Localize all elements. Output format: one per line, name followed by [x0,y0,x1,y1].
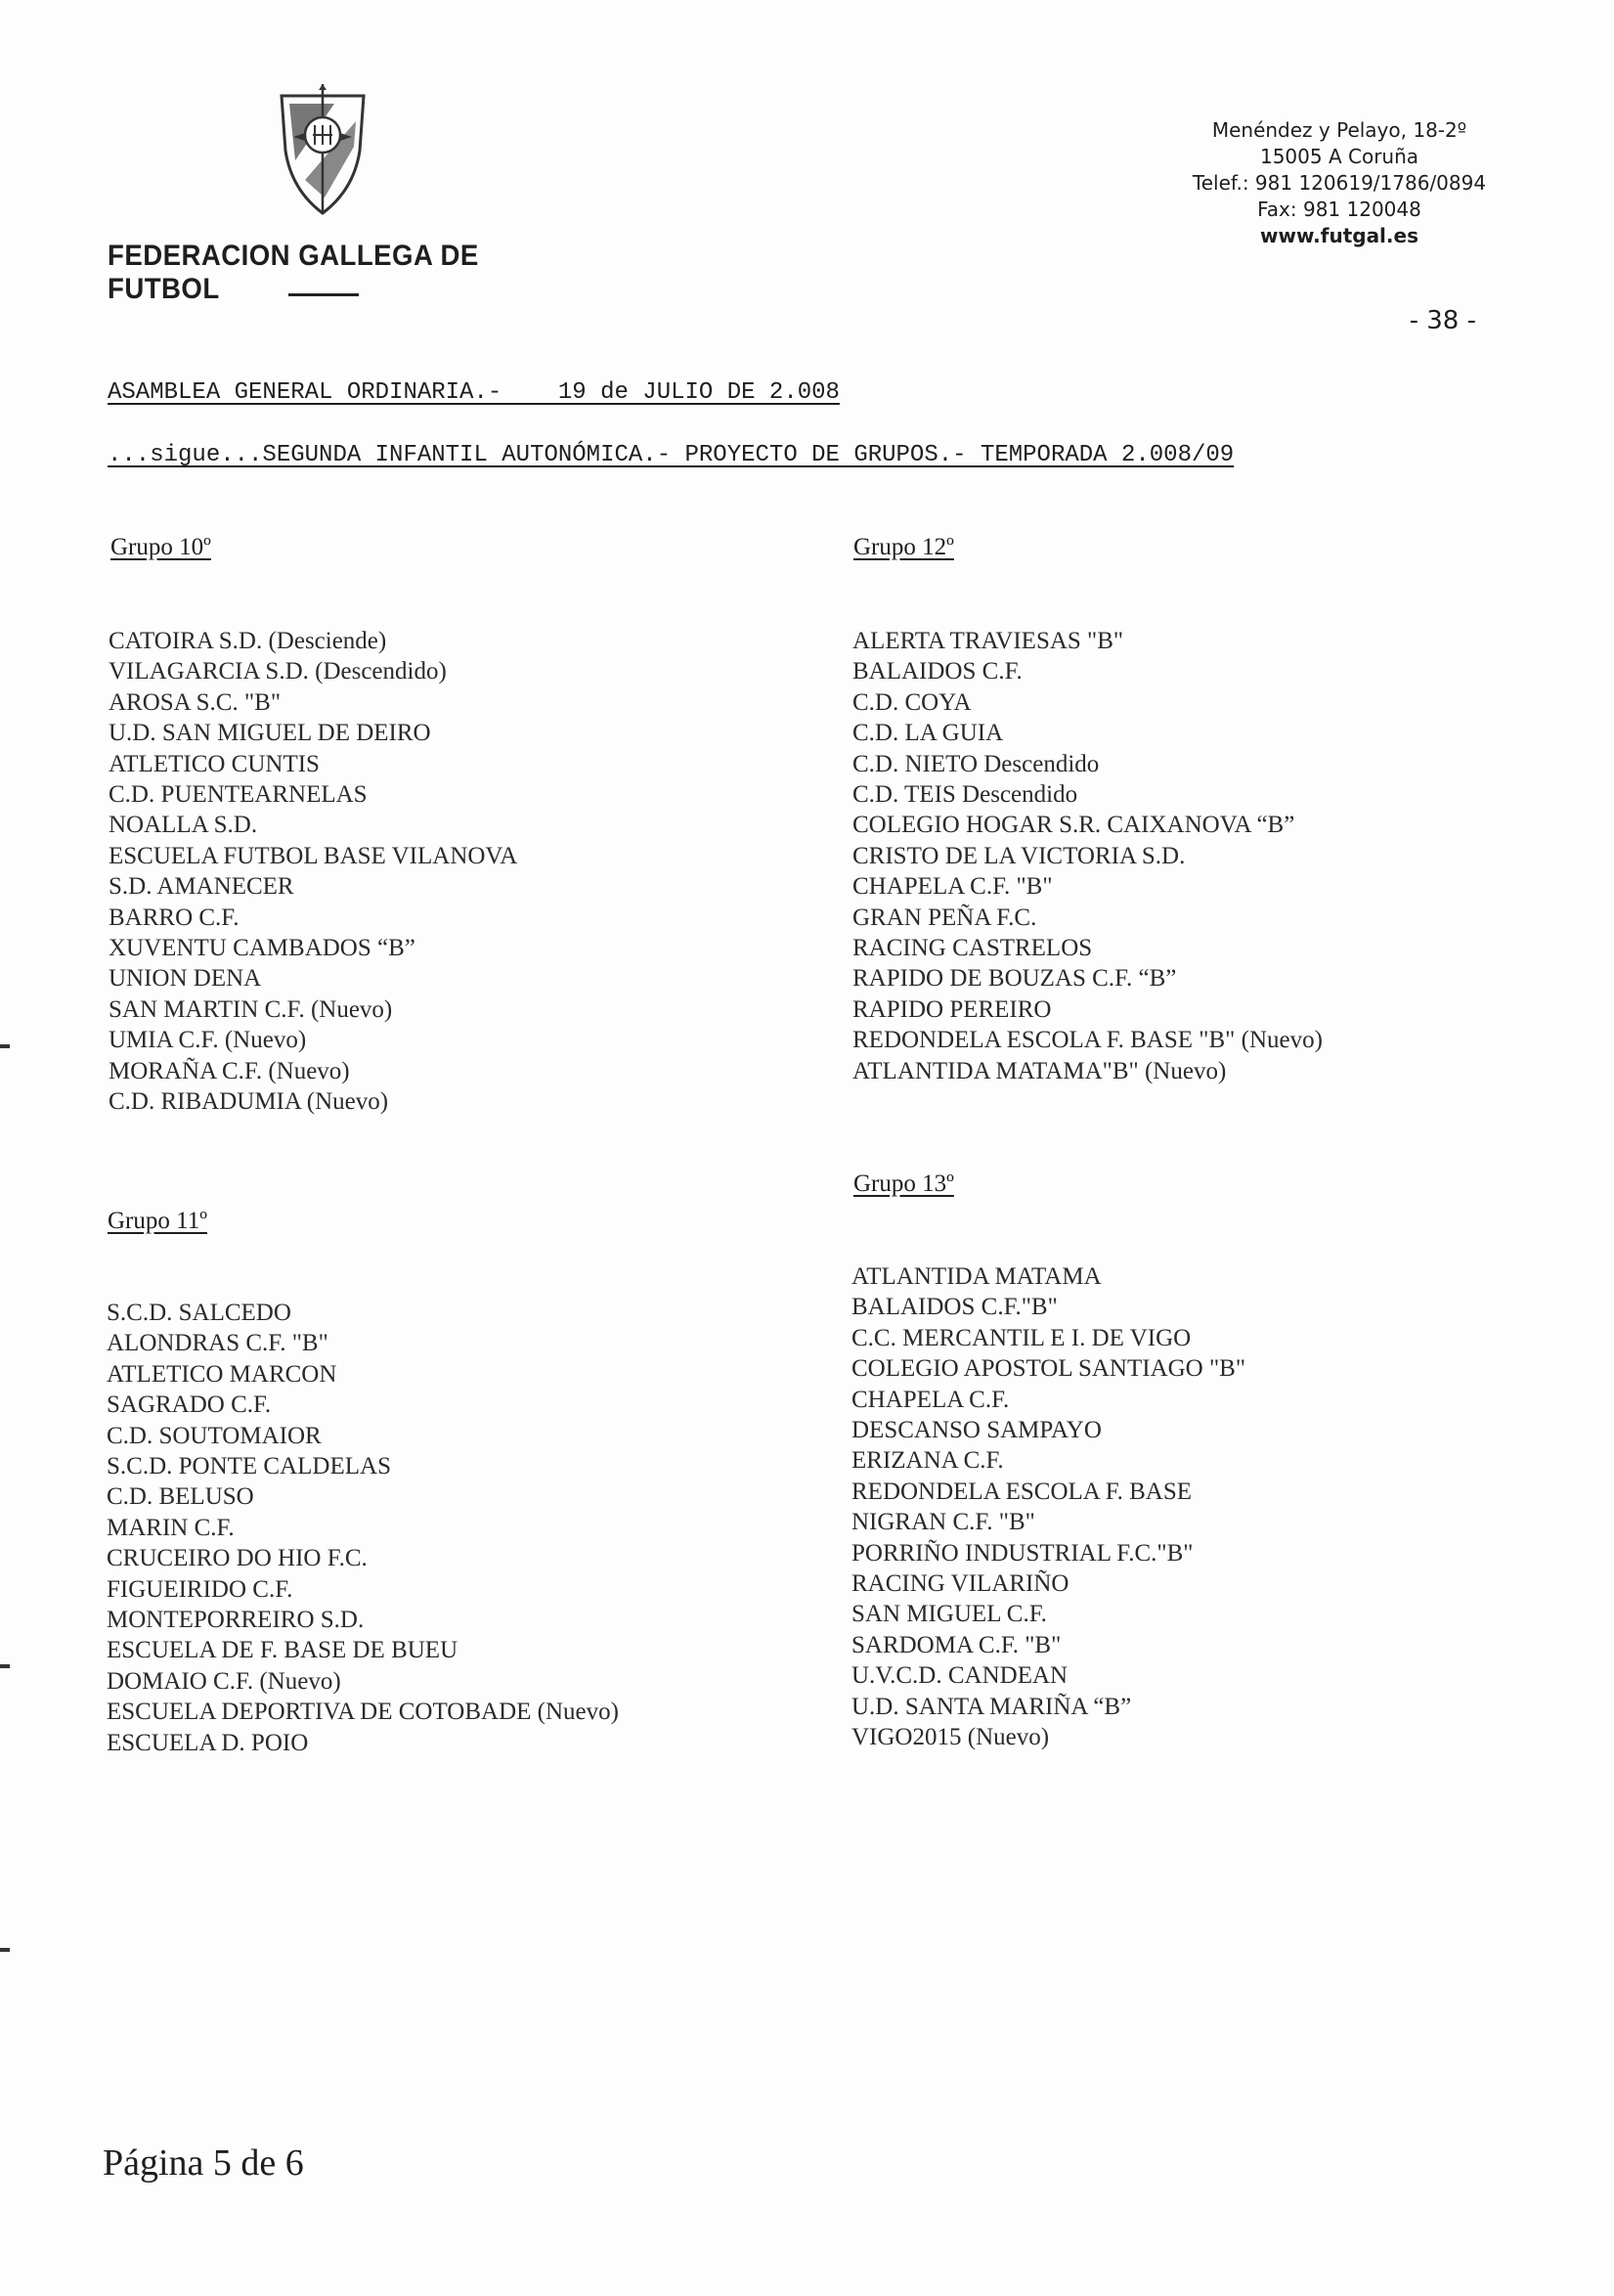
list-item: DOMAIO C.F. (Nuevo) [107,1667,341,1695]
list-item: ESCUELA D. POIO [107,1729,309,1756]
list-item: ESCUELA DE F. BASE DE BUEU [107,1637,458,1664]
list-item: ESCUELA DEPORTIVA DE COTOBADE (Nuevo) [107,1699,619,1726]
list-item: COLEGIO APOSTOL SANTIAGO "B" [851,1355,1246,1383]
list-item: S.C.D. PONTE CALDELAS [107,1453,391,1480]
list-item: ATLETICO CUNTIS [109,750,320,777]
address-street: Menéndez y Pelayo, 18-2º [1211,118,1467,142]
list-item: DESCANSO SAMPAYO [851,1417,1102,1444]
list-item: ERIZANA C.F. [851,1447,1004,1475]
group-10-title: Grupo 10º [110,534,211,560]
list-item: BARRO C.F. [109,904,240,931]
list-item: MONTEPORREIRO S.D. [107,1607,365,1634]
list-item: ATLETICO MARCON [107,1360,337,1388]
list-item: CHAPELA C.F. [851,1386,1010,1413]
list-item: NOALLA S.D. [109,812,258,839]
list-item: CHAPELA C.F. "B" [852,873,1053,901]
website-link[interactable]: www.futgal.es [1260,224,1418,247]
group-12-title: Grupo 12º [853,534,954,560]
list-item: ALERTA TRAVIESAS "B" [852,628,1124,654]
list-item: MORAÑA C.F. (Nuevo) [109,1057,350,1084]
address-block [1173,117,1505,249]
list-item: MARIN C.F. [107,1514,235,1541]
list-item: NIGRAN C.F. "B" [851,1509,1035,1536]
list-item: VILAGARCIA S.D. (Descendido) [109,658,447,685]
scan-edge-mark [0,1948,10,1952]
org-name-rule [288,293,359,296]
list-item: C.D. PUENTEARNELAS [109,781,368,809]
assembly-heading: ASAMBLEA GENERAL ORDINARIA.- 19 de JULIO DE 2.008 [108,379,840,406]
address-city: 15005 A Coruña [1259,145,1419,168]
scan-edge-mark [0,1044,10,1048]
group-13-title: Grupo 13º [853,1170,954,1197]
list-item: COLEGIO HOGAR S.R. CAIXANOVA “B” [852,812,1295,839]
list-item: REDONDELA ESCOLA F. BASE "B" (Nuevo) [852,1027,1323,1054]
list-item: ATLANTIDA MATAMA"B" (Nuevo) [852,1057,1227,1084]
group-10-team-list [109,626,517,1118]
section-subtitle: ...sigue...SEGUNDA INFANTIL AUTONÓMICA.- PROYECTO DE GRUPOS.- TEMPORADA 2.008/09 [108,442,1235,468]
list-item: BALAIDOS C.F. [852,658,1023,685]
list-item: GRAN PEÑA F.C. [852,904,1037,931]
list-item: SAGRADO C.F. [107,1391,272,1419]
list-item: S.C.D. SALCEDO [107,1300,291,1326]
list-item: VIGO2015 (Nuevo) [851,1724,1050,1751]
group-13-team-list [851,1261,1245,1753]
list-item: FIGUEIRIDO C.F. [107,1575,293,1603]
list-item: XUVENTU CAMBADOS “B” [109,935,415,962]
group-11-team-list [107,1298,619,1758]
list-item: PORRIÑO INDUSTRIAL F.C."B" [851,1539,1194,1567]
group-11-title: Grupo 11º [108,1208,207,1234]
page-number: - 38 - [1409,306,1476,335]
organization-name: FEDERACION GALLEGA DE FUTBOL [108,240,479,305]
page-footer: Página 5 de 6 [103,2142,304,2184]
list-item: C.D. LA GUIA [852,720,1004,747]
list-item: RACING VILARIÑO [851,1570,1069,1598]
list-item: RAPIDO PEREIRO [852,995,1052,1023]
list-item: UNION DENA [109,965,262,993]
list-item: ESCUELA FUTBOL BASE VILANOVA [109,842,518,869]
list-item: BALAIDOS C.F."B" [851,1294,1058,1321]
list-item: CRISTO DE LA VICTORIA S.D. [852,842,1186,869]
list-item: C.D. BELUSO [107,1483,254,1511]
list-item: AROSA S.C. "B" [109,688,282,716]
list-item: SAN MIGUEL C.F. [851,1601,1047,1628]
list-item: CRUCEIRO DO HIO F.C. [107,1545,368,1572]
list-item: CATOIRA S.D. (Desciende) [109,628,387,654]
list-item: ALONDRAS C.F. "B" [107,1330,328,1357]
list-item: S.D. AMANECER [109,873,294,901]
list-item: C.D. SOUTOMAIOR [107,1422,322,1449]
list-item: ATLANTIDA MATAMA [851,1263,1102,1290]
list-item: C.C. MERCANTIL E I. DE VIGO [851,1324,1192,1351]
list-item: RACING CASTRELOS [852,935,1093,962]
list-item: U.V.C.D. CANDEAN [851,1662,1069,1690]
address-phone: Telef.: 981 120619/1786/0894 [1192,171,1487,195]
federation-crest-logo [276,82,370,219]
address-fax: Fax: 981 120048 [1257,198,1421,221]
list-item: REDONDELA ESCOLA F. BASE [851,1478,1193,1505]
list-item: UMIA C.F. (Nuevo) [109,1027,307,1054]
list-item: C.D. COYA [852,688,972,716]
list-item: U.D. SANTA MARIÑA “B” [851,1693,1132,1720]
list-item: C.D. RIBADUMIA (Nuevo) [109,1088,389,1116]
list-item: C.D. NIETO Descendido [852,750,1100,777]
list-item: C.D. TEIS Descendido [852,781,1078,809]
scan-edge-mark [0,1664,10,1668]
group-12-team-list [852,626,1323,1086]
list-item: SAN MARTIN C.F. (Nuevo) [109,995,393,1023]
list-item: RAPIDO DE BOUZAS C.F. “B” [852,965,1177,993]
list-item: SARDOMA C.F. "B" [851,1631,1062,1658]
list-item: U.D. SAN MIGUEL DE DEIRO [109,720,431,747]
